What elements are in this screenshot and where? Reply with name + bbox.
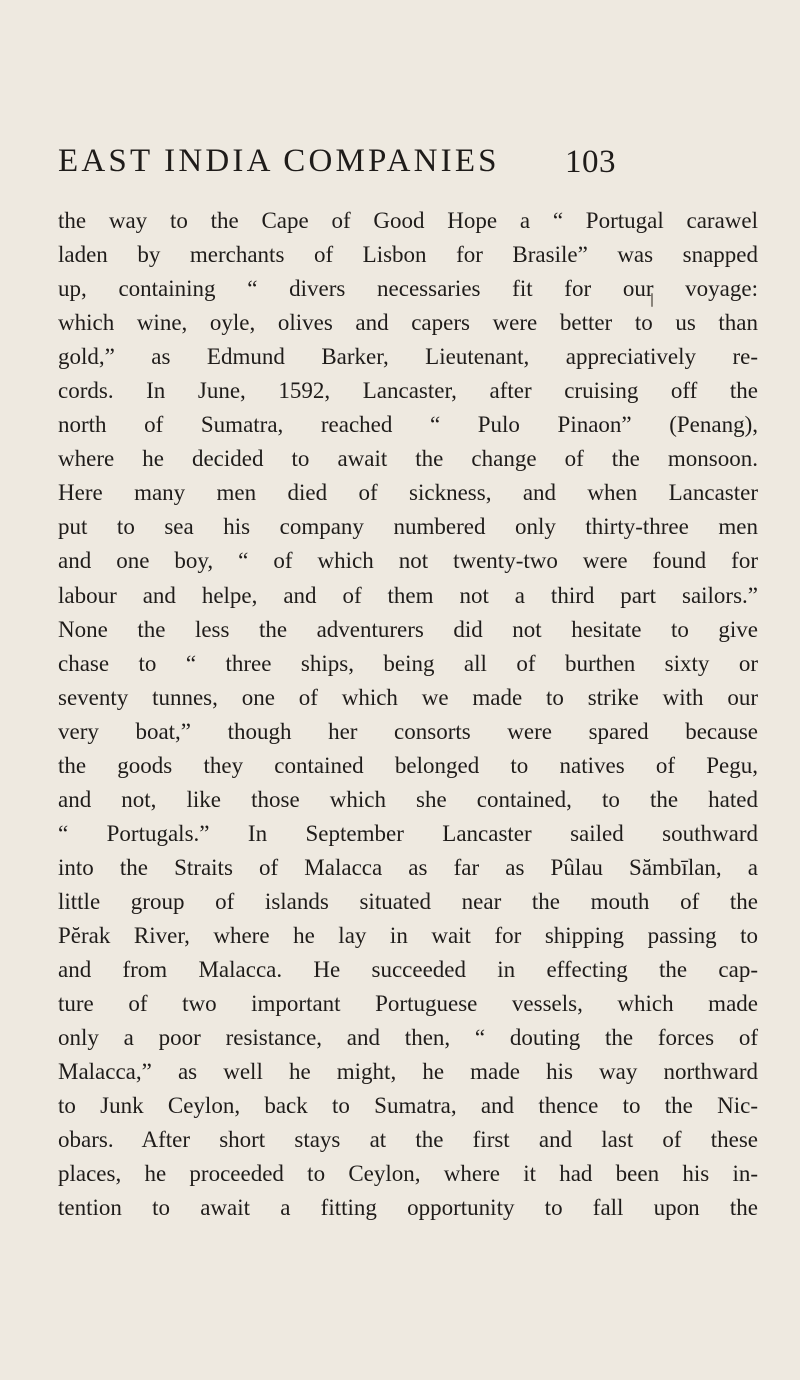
text-line: laden by merchants of Lisbon for Brasile” was snapped [58,242,758,268]
text-line: tention to await a fitting opportunity to fall upon the [58,1195,758,1221]
text-line: north of Sumatra, reached “ Pulo Pinaon” (Penang), [58,412,758,438]
text-line: places, he proceeded to Ceylon, where it had been his in- [58,1161,758,1187]
text-line: where he decided to await the change of the monsoon. [58,446,758,472]
text-line: the goods they contained belonged to natives of Pegu, [58,752,758,778]
text-line: the way to the Cape of Good Hope a “ Portugal carawel [58,208,758,233]
text-line: Here many men died of sickness, and when Lancaster [58,480,758,506]
running-title: EAST INDIA COMPANIES [58,143,500,179]
text-line: up, containing “ divers necessaries fit for our voyage: [58,276,758,302]
text-line: and not, like those which she contained, to the hated [58,786,758,812]
text-line: obars. After short stays at the first and last of these [58,1127,758,1153]
text-line: little group of islands situated near the mouth of the [58,888,758,914]
body-text [58,204,758,1225]
text-line: into the Straits of Malacca as far as Pûlau Sămbīlan, a [58,854,758,880]
text-line: to Junk Ceylon, back to Sumatra, and thence to the Nic- [58,1093,758,1119]
text-line: cords. In June, 1592, Lancaster, after cruising off the [58,378,758,404]
text-line: and one boy, “ of which not twenty-two were found for [58,548,758,574]
text-line: “ Portugals.” In September Lancaster sailed southward [58,820,758,846]
text-line: labour and helpe, and of them not a third part sailors.” [58,582,758,608]
text-line: put to sea his company numbered only thirty-three men [58,514,758,540]
text-line: Pĕrak River, where he lay in wait for shipping passing to [58,922,758,948]
text-line: chase to “ three ships, being all of burthen sixty or [58,650,758,676]
page-number: 103 [565,144,616,180]
text-line: which wine, oyle, olives and capers were better to us than [58,310,758,336]
text-line: ture of two important Portuguese vessels, which made [58,991,758,1017]
text-line: only a poor resistance, and then, “ douting the forces of [58,1025,758,1051]
page-header [58,136,758,186]
text-line: seventy tunnes, one of which we made to strike with our [58,684,758,710]
text-line: very boat,” though her consorts were spared because [58,718,758,744]
text-line: None the less the adventurers did not hesitate to give [58,616,758,642]
text-line: and from Malacca. He succeeded in effecting the cap- [58,957,758,983]
text-line: Malacca,” as well he might, he made his way northward [58,1059,758,1085]
text-line: gold,” as Edmund Barker, Lieutenant, appreciatively re- [58,344,758,370]
